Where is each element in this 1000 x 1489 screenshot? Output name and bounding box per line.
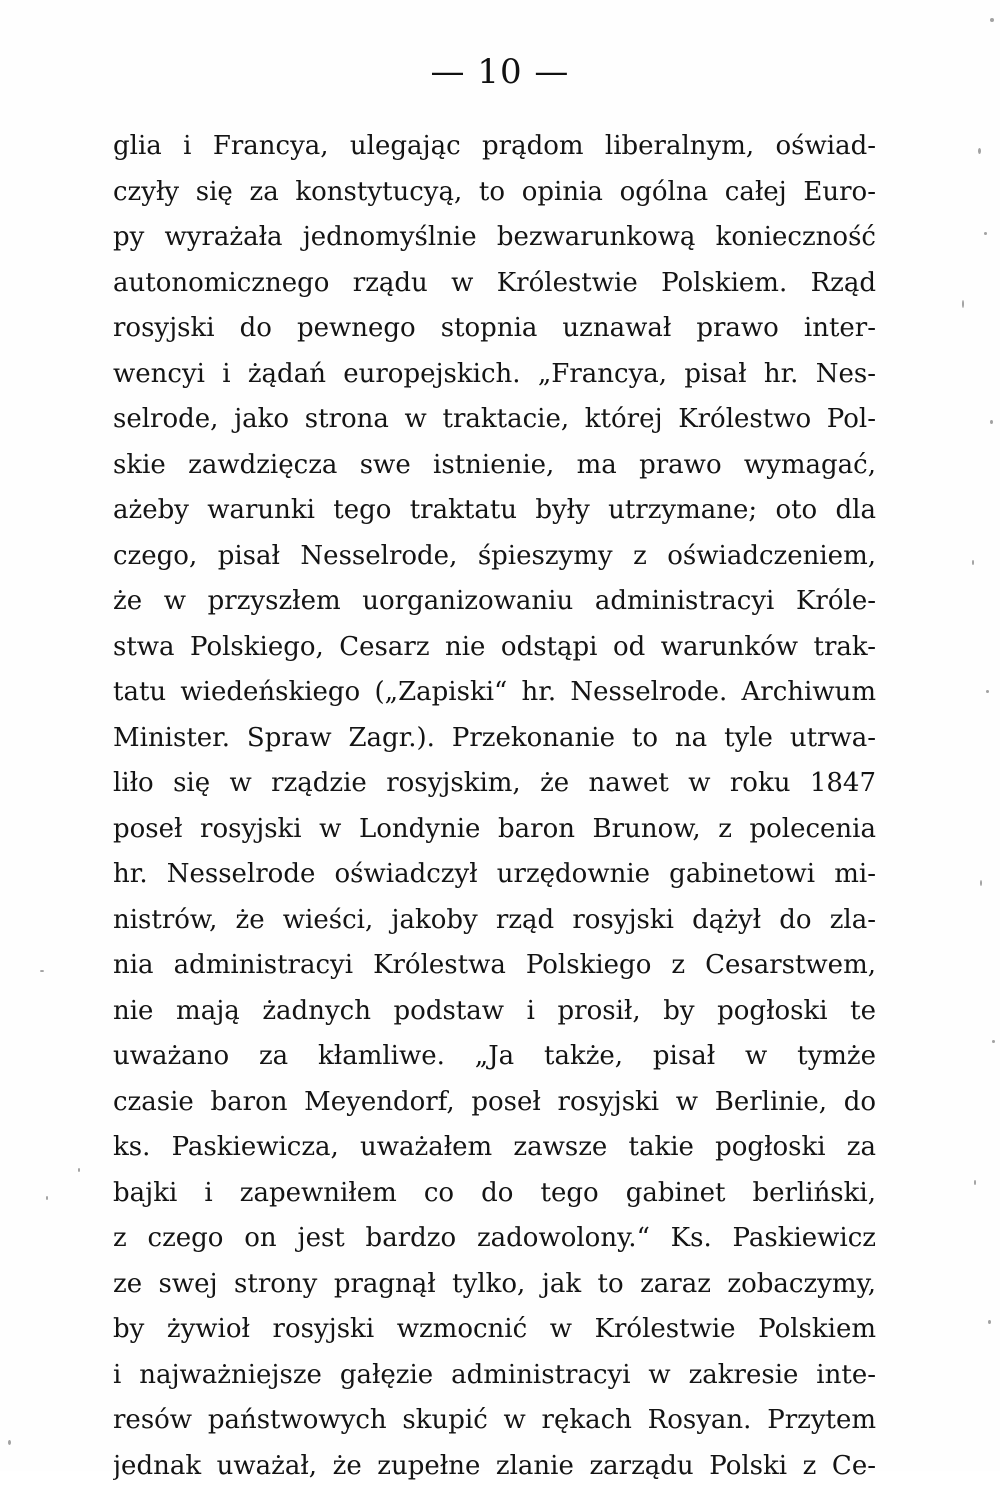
- text-line: glia i Francya, ulegając prądom liberalnym, oświad-: [113, 124, 876, 170]
- text-line: poseł rosyjski w Londynie baron Brunow, z polecenia: [113, 807, 876, 853]
- text-line: że w przyszłem uorganizowaniu administracyi Króle-: [113, 579, 876, 625]
- text-line: selrode, jako strona w traktacie, której Królestwo Pol-: [113, 397, 876, 443]
- text-line: nistrów, że wieści, jakoby rząd rosyjski dążył do zla-: [113, 898, 876, 944]
- text-line: liło się w rządzie rosyjskim, że nawet w roku 1847: [113, 761, 876, 807]
- text-line: ażeby warunki tego traktatu były utrzymane; oto dla: [113, 488, 876, 534]
- text-line: nia administracyi Królestwa Polskiego z Cesarstwem,: [113, 943, 876, 989]
- text-line: uważano za kłamliwe. „Ja także, pisał w tymże: [113, 1034, 876, 1080]
- text-line: czyły się za konstytucyą, to opinia ogólna całej Euro-: [113, 170, 876, 216]
- page-number: — 10 —: [0, 52, 1000, 92]
- text-line: hr. Nesselrode oświadczył urzędownie gabinetowi mi-: [113, 852, 876, 898]
- text-line: ze swej strony pragnął tylko, jak to zaraz zobaczymy,: [113, 1262, 876, 1308]
- body-text: [113, 124, 876, 1489]
- text-line: autonomicznego rządu w Królestwie Polskiem. Rząd: [113, 261, 876, 307]
- text-line: nie mają żadnych podstaw i prosił, by pogłoski te: [113, 989, 876, 1035]
- text-line: czasie baron Meyendorf, poseł rosyjski w Berlinie, do: [113, 1080, 876, 1126]
- text-line: jednak uważał, że zupełne zlanie zarządu Polski z Ce-: [113, 1444, 876, 1489]
- text-line: bajki i zapewniłem co do tego gabinet berliński,: [113, 1171, 876, 1217]
- text-line: wencyi i żądań europejskich. „Francya, pisał hr. Nes-: [113, 352, 876, 398]
- text-line: stwa Polskiego, Cesarz nie odstąpi od warunków trak-: [113, 625, 876, 671]
- text-line: by żywioł rosyjski wzmocnić w Królestwie Polskiem: [113, 1307, 876, 1353]
- text-line: rosyjski do pewnego stopnia uznawał prawo inter-: [113, 306, 876, 352]
- text-line: i najważniejsze gałęzie administracyi w zakresie inte-: [113, 1353, 876, 1399]
- text-line: py wyrażała jednomyślnie bezwarunkową konieczność: [113, 215, 876, 261]
- text-line: z czego on jest bardzo zadowolony.“ Ks. Paskiewicz: [113, 1216, 876, 1262]
- text-line: Minister. Spraw Zagr.). Przekonanie to na tyle utrwa-: [113, 716, 876, 762]
- text-line: ks. Paskiewicza, uważałem zawsze takie pogłoski za: [113, 1125, 876, 1171]
- text-line: skie zawdzięcza swe istnienie, ma prawo wymagać,: [113, 443, 876, 489]
- text-line: tatu wiedeńskiego („Zapiski“ hr. Nesselrode. Archiwum: [113, 670, 876, 716]
- text-line: resów państwowych skupić w rękach Rosyan. Przytem: [113, 1398, 876, 1444]
- text-line: czego, pisał Nesselrode, śpieszymy z oświadczeniem,: [113, 534, 876, 580]
